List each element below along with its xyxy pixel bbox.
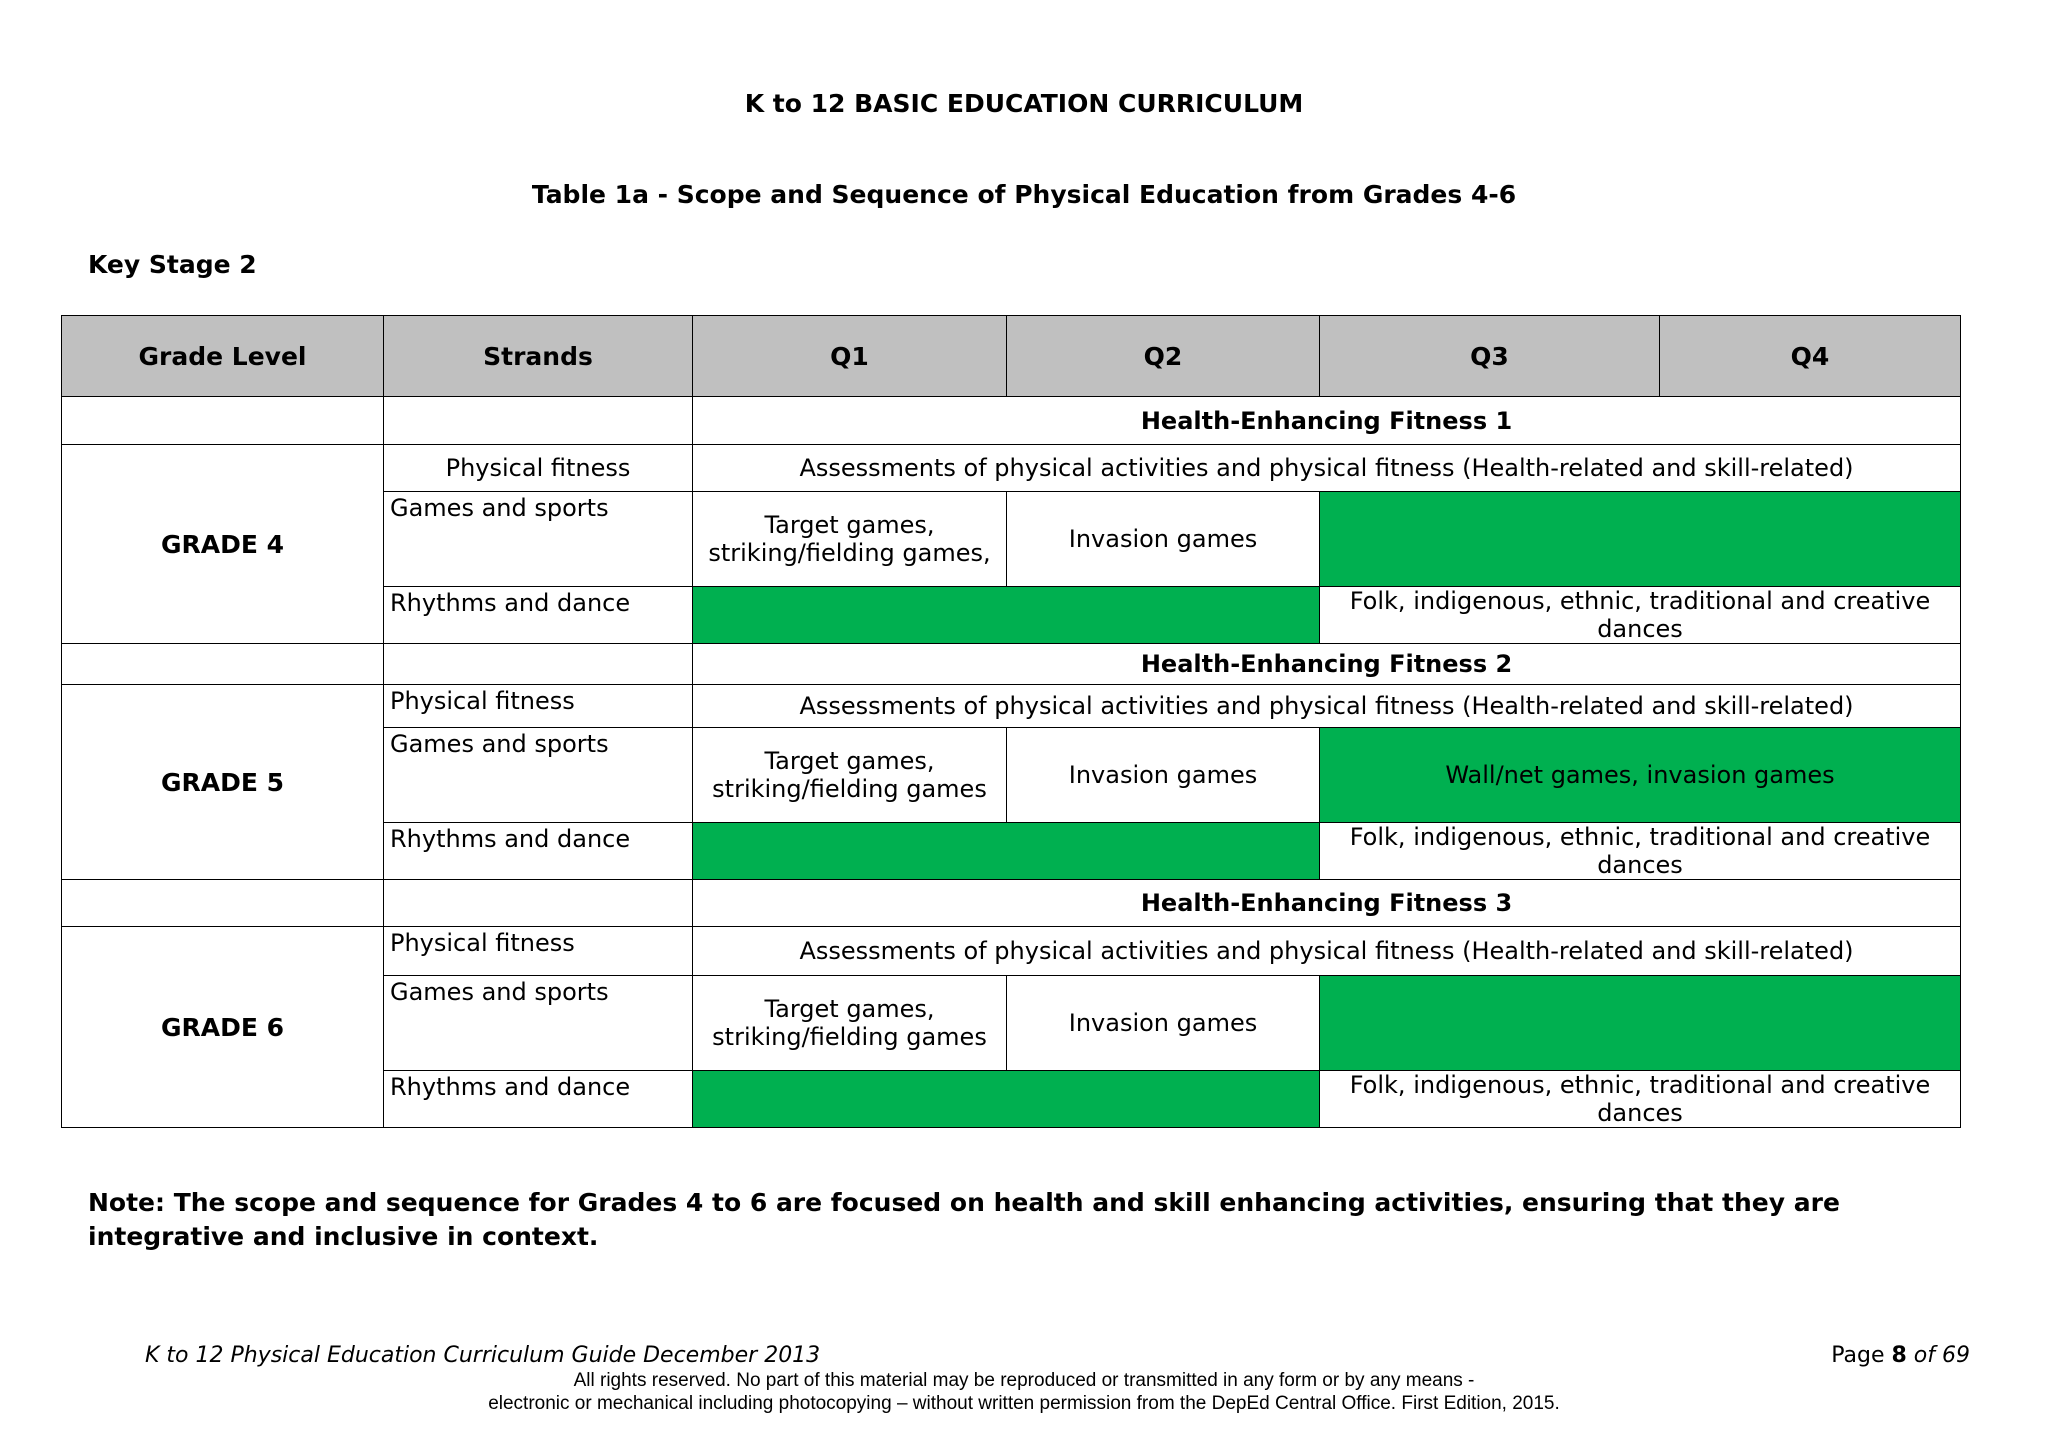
strand-games-sports: Games and sports — [384, 492, 693, 587]
dance-q3-q4-cell: Folk, indigenous, ethnic, traditional and creative dances — [1320, 587, 1961, 644]
fitness-band-label: Health-Enhancing Fitness 2 — [693, 644, 1961, 685]
page-total: of 69 — [1913, 1343, 1970, 1368]
copyright-line-1: All rights reserved. No part of this material may be reproduced or transmitted in any form or by any means - — [573, 1370, 1475, 1391]
table-row — [62, 397, 1961, 445]
fitness-band-label: Health-Enhancing Fitness 3 — [693, 880, 1961, 927]
page-current: 8 — [1891, 1343, 1907, 1368]
header-q1: Q1 — [693, 316, 1007, 397]
games-q3-q4-cell: Wall/net games, invasion games — [1320, 728, 1961, 823]
key-stage-label: Key Stage 2 — [88, 250, 257, 279]
header-q2: Q2 — [1007, 316, 1320, 397]
dance-q3-q4-cell: Folk, indigenous, ethnic, traditional and creative dances — [1320, 823, 1961, 880]
table-row — [62, 445, 1961, 492]
grade-label: GRADE 4 — [62, 445, 384, 644]
games-q1-cell: Target games, striking/fielding games — [693, 976, 1007, 1071]
games-q1-cell: Target games, striking/fielding games, — [693, 492, 1007, 587]
games-q1-cell: Target games, striking/fielding games — [693, 728, 1007, 823]
footer-guide-title: K to 12 Physical Education Curriculum Guide December 2013 — [145, 1343, 821, 1368]
table-title: Table 1a - Scope and Sequence of Physical Education from Grades 4-6 — [531, 180, 1517, 209]
dance-q1-q2-cell — [693, 1071, 1320, 1128]
strand-rhythms-dance: Rhythms and dance — [384, 823, 693, 880]
strand-games-sports: Games and sports — [384, 728, 693, 823]
empty-cell — [62, 880, 384, 927]
games-q2-cell: Invasion games — [1007, 976, 1320, 1071]
physical-fitness-content: Assessments of physical activities and physical fitness (Health-related and skill-related) — [693, 445, 1961, 492]
grade-label: GRADE 6 — [62, 927, 384, 1128]
empty-cell — [384, 880, 693, 927]
games-q2-cell: Invasion games — [1007, 492, 1320, 587]
dance-q1-q2-cell — [693, 587, 1320, 644]
physical-fitness-content: Assessments of physical activities and physical fitness (Health-related and skill-related) — [693, 685, 1961, 728]
document-title: K to 12 BASIC EDUCATION CURRICULUM — [744, 89, 1304, 118]
grade-label: GRADE 5 — [62, 685, 384, 880]
table-row — [62, 927, 1961, 976]
empty-cell — [384, 644, 693, 685]
header-q4: Q4 — [1660, 316, 1961, 397]
strand-physical-fitness: Physical fitness — [384, 685, 693, 728]
copyright-line-2: electronic or mechanical including photocopying – without written permission from the DepEd Central Office. First Edition, 2015. — [488, 1393, 1560, 1414]
table-row — [62, 685, 1961, 728]
strand-rhythms-dance: Rhythms and dance — [384, 587, 693, 644]
games-q3-q4-cell — [1320, 976, 1961, 1071]
strand-rhythms-dance: Rhythms and dance — [384, 1071, 693, 1128]
footer-page-number — [1831, 1343, 1970, 1368]
strand-physical-fitness: Physical fitness — [384, 927, 693, 976]
header-strands: Strands — [384, 316, 693, 397]
games-q2-cell: Invasion games — [1007, 728, 1320, 823]
physical-fitness-content: Assessments of physical activities and physical fitness (Health-related and skill-related) — [693, 927, 1961, 976]
dance-q3-q4-cell: Folk, indigenous, ethnic, traditional and creative dances — [1320, 1071, 1961, 1128]
dance-q1-q2-cell — [693, 823, 1320, 880]
fitness-band-label: Health-Enhancing Fitness 1 — [693, 397, 1961, 445]
scope-sequence-table — [61, 315, 1961, 1128]
empty-cell — [62, 397, 384, 445]
table-header-row — [62, 316, 1961, 397]
strand-physical-fitness: Physical fitness — [384, 445, 693, 492]
header-q3: Q3 — [1320, 316, 1660, 397]
table-row — [62, 880, 1961, 927]
empty-cell — [62, 644, 384, 685]
header-grade-level: Grade Level — [62, 316, 384, 397]
strand-games-sports: Games and sports — [384, 976, 693, 1071]
note-text: Note: The scope and sequence for Grades 4 to 6 are focused on health and skill enhancing activities, ensuring that they are integrative and inclusive in context. — [88, 1188, 1840, 1251]
empty-cell — [384, 397, 693, 445]
page-label: Page — [1831, 1343, 1885, 1368]
table-row — [62, 644, 1961, 685]
games-q3-q4-cell — [1320, 492, 1961, 587]
